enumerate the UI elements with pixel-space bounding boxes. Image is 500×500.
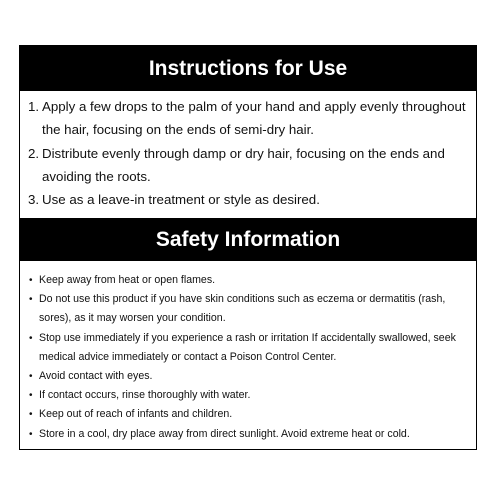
info-panel xyxy=(19,45,477,450)
safety-text: Keep away from heat or open flames. xyxy=(39,274,216,286)
safety-item xyxy=(28,405,474,424)
safety-text: Keep out of reach of infants and children. xyxy=(39,408,233,421)
safety-text: If contact occurs, rinse thoroughly with water. xyxy=(39,389,251,402)
step-number: 1. xyxy=(28,99,40,114)
bullet-icon: • xyxy=(29,371,33,383)
step-text: Use as a leave-in treatment or style as desired. xyxy=(42,192,320,208)
safety-item xyxy=(28,290,474,328)
bullet-icon: • xyxy=(29,390,33,402)
step-number: 3. xyxy=(28,192,40,208)
safety-text: Store in a cool, dry place away from direct sunlight. Avoid extreme heat or cold. xyxy=(39,427,410,440)
safety-text: Avoid contact with eyes. xyxy=(39,370,153,383)
safety-list xyxy=(28,271,474,444)
safety-text: Do not use this product if you have skin conditions such as eczema or dermatitis (rash, sores), as it may worsen your condition. xyxy=(39,293,446,325)
bullet-icon: • xyxy=(29,332,33,344)
bullet-icon: • xyxy=(29,409,33,421)
safety-item xyxy=(28,367,474,386)
safety-text: Stop use immediately if you experience a rash or irritation If accidentally swallowed, seek medical advice immediately or contact a Poison Control Center. xyxy=(39,331,456,363)
instructions-heading: Instructions for Use xyxy=(20,46,476,91)
safety-item xyxy=(28,386,474,405)
bullet-icon: • xyxy=(29,275,33,286)
safety-heading: Safety Information xyxy=(20,218,476,261)
step-text: Apply a few drops to the palm of your hand and apply evenly throughout the hair, focusing on the ends of semi-dry hair. xyxy=(42,99,466,138)
instruction-step xyxy=(28,188,474,211)
instruction-step xyxy=(28,142,474,189)
safety-item xyxy=(28,329,474,367)
safety-item xyxy=(28,425,474,444)
step-text: Distribute evenly through damp or dry hair, focusing on the ends and avoiding the roots. xyxy=(42,145,445,184)
safety-item xyxy=(28,271,474,290)
bullet-icon: • xyxy=(29,428,33,440)
instruction-step xyxy=(28,95,474,142)
step-number: 2. xyxy=(28,145,40,161)
instructions-list xyxy=(28,95,474,211)
bullet-icon: • xyxy=(29,294,33,306)
